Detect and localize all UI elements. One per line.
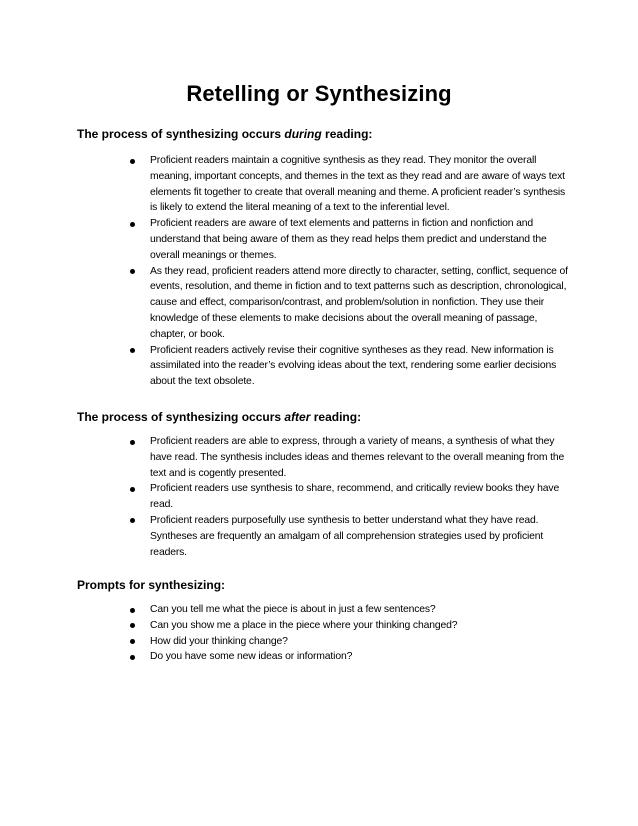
section-heading-emphasis: during xyxy=(284,127,322,141)
list-item xyxy=(125,513,575,560)
bullet-text: Proficient readers purposefully use synthesis to better understand what they have read. Syntheses are frequently an amalgam of all comprehension strategies used by proficient readers. xyxy=(150,514,544,558)
bullet-text: Proficient readers use synthesis to share, recommend, and critically review books they have read. xyxy=(150,483,560,511)
bullet-icon xyxy=(130,269,135,274)
list-item xyxy=(125,434,575,481)
list-item xyxy=(125,618,575,634)
section-heading-text: Prompts for synthesizing: xyxy=(77,578,226,592)
section-heading-during xyxy=(77,126,372,142)
bullet-icon xyxy=(130,655,135,660)
bullet-icon xyxy=(130,639,135,644)
list-item xyxy=(125,343,575,390)
bullet-text: Can you tell me what the piece is about in just a few sentences? xyxy=(150,604,436,615)
bullet-list-during xyxy=(125,153,575,390)
bullet-text: Do you have some new ideas or information? xyxy=(150,651,353,663)
bullet-text: Proficient readers actively revise their cognitive syntheses as they read. New information is assimilated into the reader’s evolving ideas about the text, rendering some earlier decisions about the text obsolete. xyxy=(150,344,557,388)
section-heading-text: The process of synthesizing occurs xyxy=(77,127,285,141)
list-item xyxy=(125,634,575,650)
list-item xyxy=(125,602,575,618)
bullet-icon xyxy=(130,440,135,445)
list-item xyxy=(125,481,575,513)
section-heading-suffix: reading: xyxy=(310,410,362,424)
bullet-text: Proficient readers maintain a cognitive synthesis as they read. They monitor the overall meaning, important concepts, and themes in the text as they read and are aware of ways text elements fit together to create that overall meaning and theme. A proficient reader’s synthesis is likely to extend the literal meaning of a text to the inferential level. xyxy=(150,155,566,214)
list-item xyxy=(125,264,575,343)
section-heading-suffix: reading: xyxy=(321,127,373,141)
bullet-icon xyxy=(130,608,135,613)
list-item xyxy=(125,153,575,216)
list-item xyxy=(125,649,575,665)
bullet-text: Proficient readers are aware of text elements and patterns in fiction and nonfiction and understand that being aware of them as they read helps them predict and understand the overall meanings or themes. xyxy=(150,218,547,261)
bullet-list-after xyxy=(125,434,575,560)
bullet-icon xyxy=(130,487,135,492)
bullet-text: Proficient readers are able to express, through a variety of means, a synthesis of what they have read. The synthesis includes ideas and themes relevant to the overall meaning from the text and is cogently presented. xyxy=(150,436,565,479)
bullet-icon xyxy=(130,518,135,523)
section-heading-after xyxy=(77,409,361,425)
bullet-text: How did your thinking change? xyxy=(150,635,288,647)
section-heading-prompts xyxy=(77,577,225,593)
document-title: Retelling or Synthesizing xyxy=(186,81,452,106)
list-item xyxy=(125,216,575,263)
section-heading-text: The process of synthesizing occurs xyxy=(77,410,285,424)
section-heading-emphasis: after xyxy=(284,410,311,424)
bullet-icon xyxy=(130,159,135,164)
bullet-icon xyxy=(130,222,135,227)
bullet-text: Can you show me a place in the piece where your thinking changed? xyxy=(150,619,458,631)
bullet-icon xyxy=(130,348,135,353)
bullet-text: As they read, proficient readers attend more directly to character, setting, conflict, sequence of events, resolution, and theme in fiction and to text patterns such as description, chronological, cause and effect, comparison/contrast, and problem/solution in nonfiction. They use their knowledge of these elements to make decisions about the overall meaning of passage, chapter, or book. xyxy=(150,265,568,340)
bullet-list-prompts xyxy=(125,602,575,665)
bullet-icon xyxy=(130,623,135,628)
